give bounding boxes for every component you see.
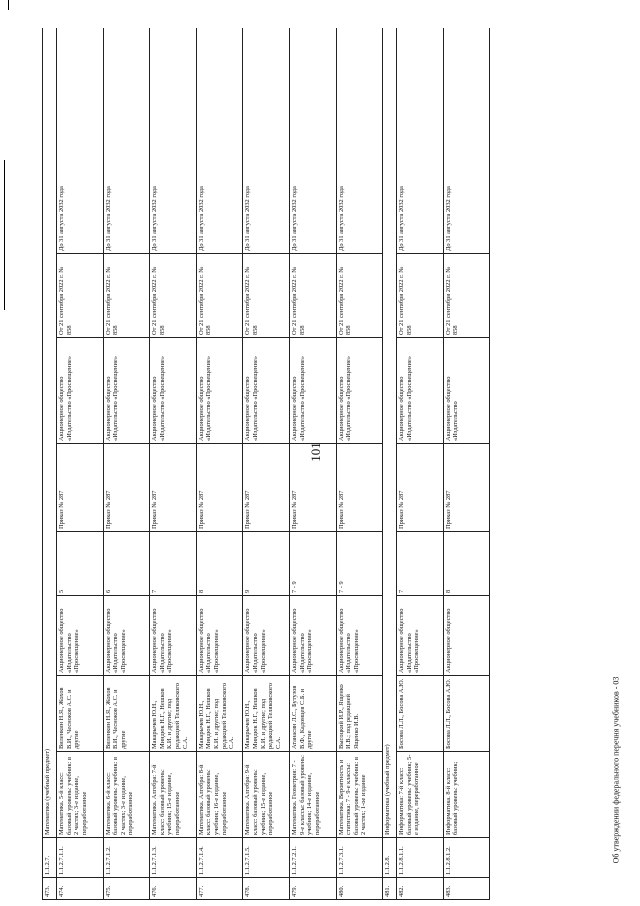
valid-until-cell: До 31 августа 2032 года [150,28,197,254]
code-cell: 1.1.2.8.1.1. [397,838,444,878]
grade-cell: 5 [57,532,104,596]
code-cell: 1.1.2.7. [43,838,57,878]
textbook-table [42,28,490,900]
publisher-cell: Акционерное общество «Издательство «Просвещение» [103,596,150,676]
authors-cell: Высоцкий И.Р., Ященко И.В.; под редакцией Ященко И.В. [336,676,383,752]
publisher-cell: Акционерное общество «Издательство «Просвещение» [196,596,243,676]
code-cell: 1.1.2.7.1.1. [57,838,104,878]
organization-cell: Акционерное общество «Издательство [443,338,490,444]
valid-until-cell: До 31 августа 2032 года [443,28,490,254]
order-cell: Приказ № 287 [243,444,290,532]
authors-cell: Виленкин Н.Я., Жохов В.И., Чесноков А.С. и другие [57,676,104,752]
publisher-cell: Акционерное общество «Издательство «Просвещение» [150,596,197,676]
organization-cell: Акционерное общество «Издательство «Просвещение» [243,338,290,444]
publisher-cell: Акционерное общество [443,596,490,676]
authors-cell: Босова Л.Л., Босова А.Ю. [397,676,444,752]
organization-cell: Акционерное общество «Издательство «Просвещение» [57,338,104,444]
section-title-cell: Информатика (учебный предмет) [383,28,397,838]
code-cell: 1.1.2.7.1.4. [196,838,243,878]
table-row [397,28,444,900]
publisher-cell: Акционерное общество «Издательство «Просвещение» [243,596,290,676]
valid-until-cell: До 31 августа 2032 года [103,28,150,254]
grade-cell: 9 [243,532,290,596]
authors-cell: Макарычев Ю.Н., Миндюк Н.Г., Нешков К.И. и другие; под редакцией Теляковского С.А. [150,676,197,752]
row-number-cell: 474. [57,878,104,900]
order-cell: Приказ № 287 [150,444,197,532]
row-number-cell: 482. [397,878,444,900]
grade-cell: 6 [103,532,150,596]
organization-cell: Акционерное общество «Издательство «Просвещение» [397,338,444,444]
code-cell: 1.1.2.7.1.2. [103,838,150,878]
valid-from-cell: От 21 сентября 2022 г. № 858 [150,254,197,338]
grade-cell: 8 [443,532,490,596]
code-cell: 1.1.2.8.1.2. [443,838,490,878]
grade-cell: 8 [196,532,243,596]
table-row [443,28,490,900]
organization-cell: Акционерное общество «Издательство «Просвещение» [336,338,383,444]
table-row [57,28,104,900]
table-row [103,28,150,900]
valid-from-cell: От 21 сентября 2022 г. № 858 [289,254,336,338]
grade-cell: 7 [150,532,197,596]
scan-mark [8,0,9,10]
valid-until-cell: До 31 августа 2032 года [243,28,290,254]
authors-cell: Виленкин Н.Я., Жохов В.И., Чесноков А.С. и другие [103,676,150,752]
publisher-cell: Акционерное общество «Издательство «Просвещение» [336,596,383,676]
valid-until-cell: До 31 августа 2032 года [57,28,104,254]
order-cell: Приказ № 287 [289,444,336,532]
valid-from-cell: От 21 сентября 2022 г. № 858 [196,254,243,338]
grade-cell: 7 [397,532,444,596]
order-cell: Приказ № 287 [336,444,383,532]
valid-until-cell: До 31 августа 2032 года [289,28,336,254]
table-row [336,28,383,900]
row-number-cell: 473. [43,878,57,900]
table-row [289,28,336,900]
textbook-name-cell: Информатика. 8-й класс: базовый уровень: учебник; [443,752,490,838]
valid-until-cell: До 31 августа 2032 года [397,28,444,254]
grade-cell: 7 - 9 [289,532,336,596]
publisher-cell: Акционерное общество «Издательство «Просвещение» [289,596,336,676]
organization-cell: Акционерное общество «Издательство «Просвещение» [103,338,150,444]
rotated-table-container [42,28,602,900]
valid-from-cell: От 21 сентября 2022 г. № 858 [243,254,290,338]
order-cell: Приказ № 287 [443,444,490,532]
page-number: 101 [308,442,323,462]
textbook-name-cell: Математика. 6-й класс: базовый уровень: учебник: в 2 частях; 3-е издание, переработанное [103,752,150,838]
row-number-cell: 483. [443,878,490,900]
textbook-name-cell: Математика. 5-й класс: базовый уровень: учебник: в 2 частях; 3-е издание, переработанное [57,752,104,838]
row-number-cell: 481. [383,878,397,900]
organization-cell: Акционерное общество «Издательство «Просвещение» [196,338,243,444]
valid-from-cell: От 21 сентября 2022 г. № 858 [397,254,444,338]
valid-from-cell: От 21 сентября 2022 г. № 858 [443,254,490,338]
textbook-name-cell: Математика. Вероятность и статистика: 7 - 9-е классы: базовый уровень: учебник: в 2 частях; 1-ое издание [336,752,383,838]
publisher-cell: Акционерное общество «Издательство «Просвещение» [57,596,104,676]
code-cell: 1.1.2.7.1.3. [150,838,197,878]
order-cell: Приказ № 287 [397,444,444,532]
row-number-cell: 475. [103,878,150,900]
textbook-name-cell: Информатика: 7-й класс: базовый уровень: учебник; 5-е издание, переработанное [397,752,444,838]
publisher-cell: Акционерное общество «Издательство «Просвещение» [397,596,444,676]
order-cell: Приказ № 287 [103,444,150,532]
authors-cell: Макарычев Ю.Н., Миндюк Н.Г., Нешков К.И. и другие; под редакцией Теляковского С.А. [243,676,290,752]
authors-cell: Макарычев Ю.Н., Миндюк Н.Г., Нешков К.И. и другие; под редакцией Теляковского С.А. [196,676,243,752]
scan-mark [4,160,5,310]
code-cell: 1.1.2.7.2.1. [289,838,336,878]
organization-cell: Акционерное общество «Издательство «Просвещение» [289,338,336,444]
order-cell: Приказ № 287 [196,444,243,532]
footer-note: Об утверждении федерального перечня учебников - 03 [611,676,621,864]
section-row [43,28,57,900]
code-cell: 1.1.2.7.1.5. [243,838,290,878]
textbook-name-cell: Математика. Геометрия: 7 - 9-е классы: базовый уровень: учебник; 14-е издание, переработанное [289,752,336,838]
table-row [243,28,290,900]
table-row [196,28,243,900]
textbook-name-cell: Математика. Алгебра: 9-й класс: базовый уровень: учебник; 15-е издание, переработанное [243,752,290,838]
valid-until-cell: До 31 августа 2032 года [196,28,243,254]
row-number-cell: 476. [150,878,197,900]
table-row [150,28,197,900]
authors-cell: Атанасян Л.С., Бутузов В.Ф., Кадомцев С.Б. и другие [289,676,336,752]
section-title-cell: Математика (учебный предмет) [43,28,57,838]
row-number-cell: 478. [243,878,290,900]
valid-from-cell: От 21 сентября 2022 г. № 858 [57,254,104,338]
section-row [383,28,397,900]
code-cell: 1.1.2.8. [383,838,397,878]
valid-from-cell: От 21 сентября 2022 г. № 858 [336,254,383,338]
grade-cell: 7 - 9 [336,532,383,596]
textbook-name-cell: Математика. Алгебра: 7-й класс: базовый уровень: учебник; 15-е издание, переработанное [150,752,197,838]
authors-cell: Босова Л.Л., Босова А.Ю. [443,676,490,752]
row-number-cell: 479. [289,878,336,900]
row-number-cell: 480. [336,878,383,900]
textbook-name-cell: Математика. Алгебра: 8-й класс: базовый уровень: учебник; 16-е издание, переработанное [196,752,243,838]
valid-until-cell: До 31 августа 2032 года [336,28,383,254]
code-cell: 1.1.2.7.3.1. [336,838,383,878]
row-number-cell: 477. [196,878,243,900]
table-viewport [42,28,602,900]
order-cell: Приказ № 287 [57,444,104,532]
valid-from-cell: От 21 сентября 2022 г. № 858 [103,254,150,338]
organization-cell: Акционерное общество «Издательство «Просвещение» [150,338,197,444]
